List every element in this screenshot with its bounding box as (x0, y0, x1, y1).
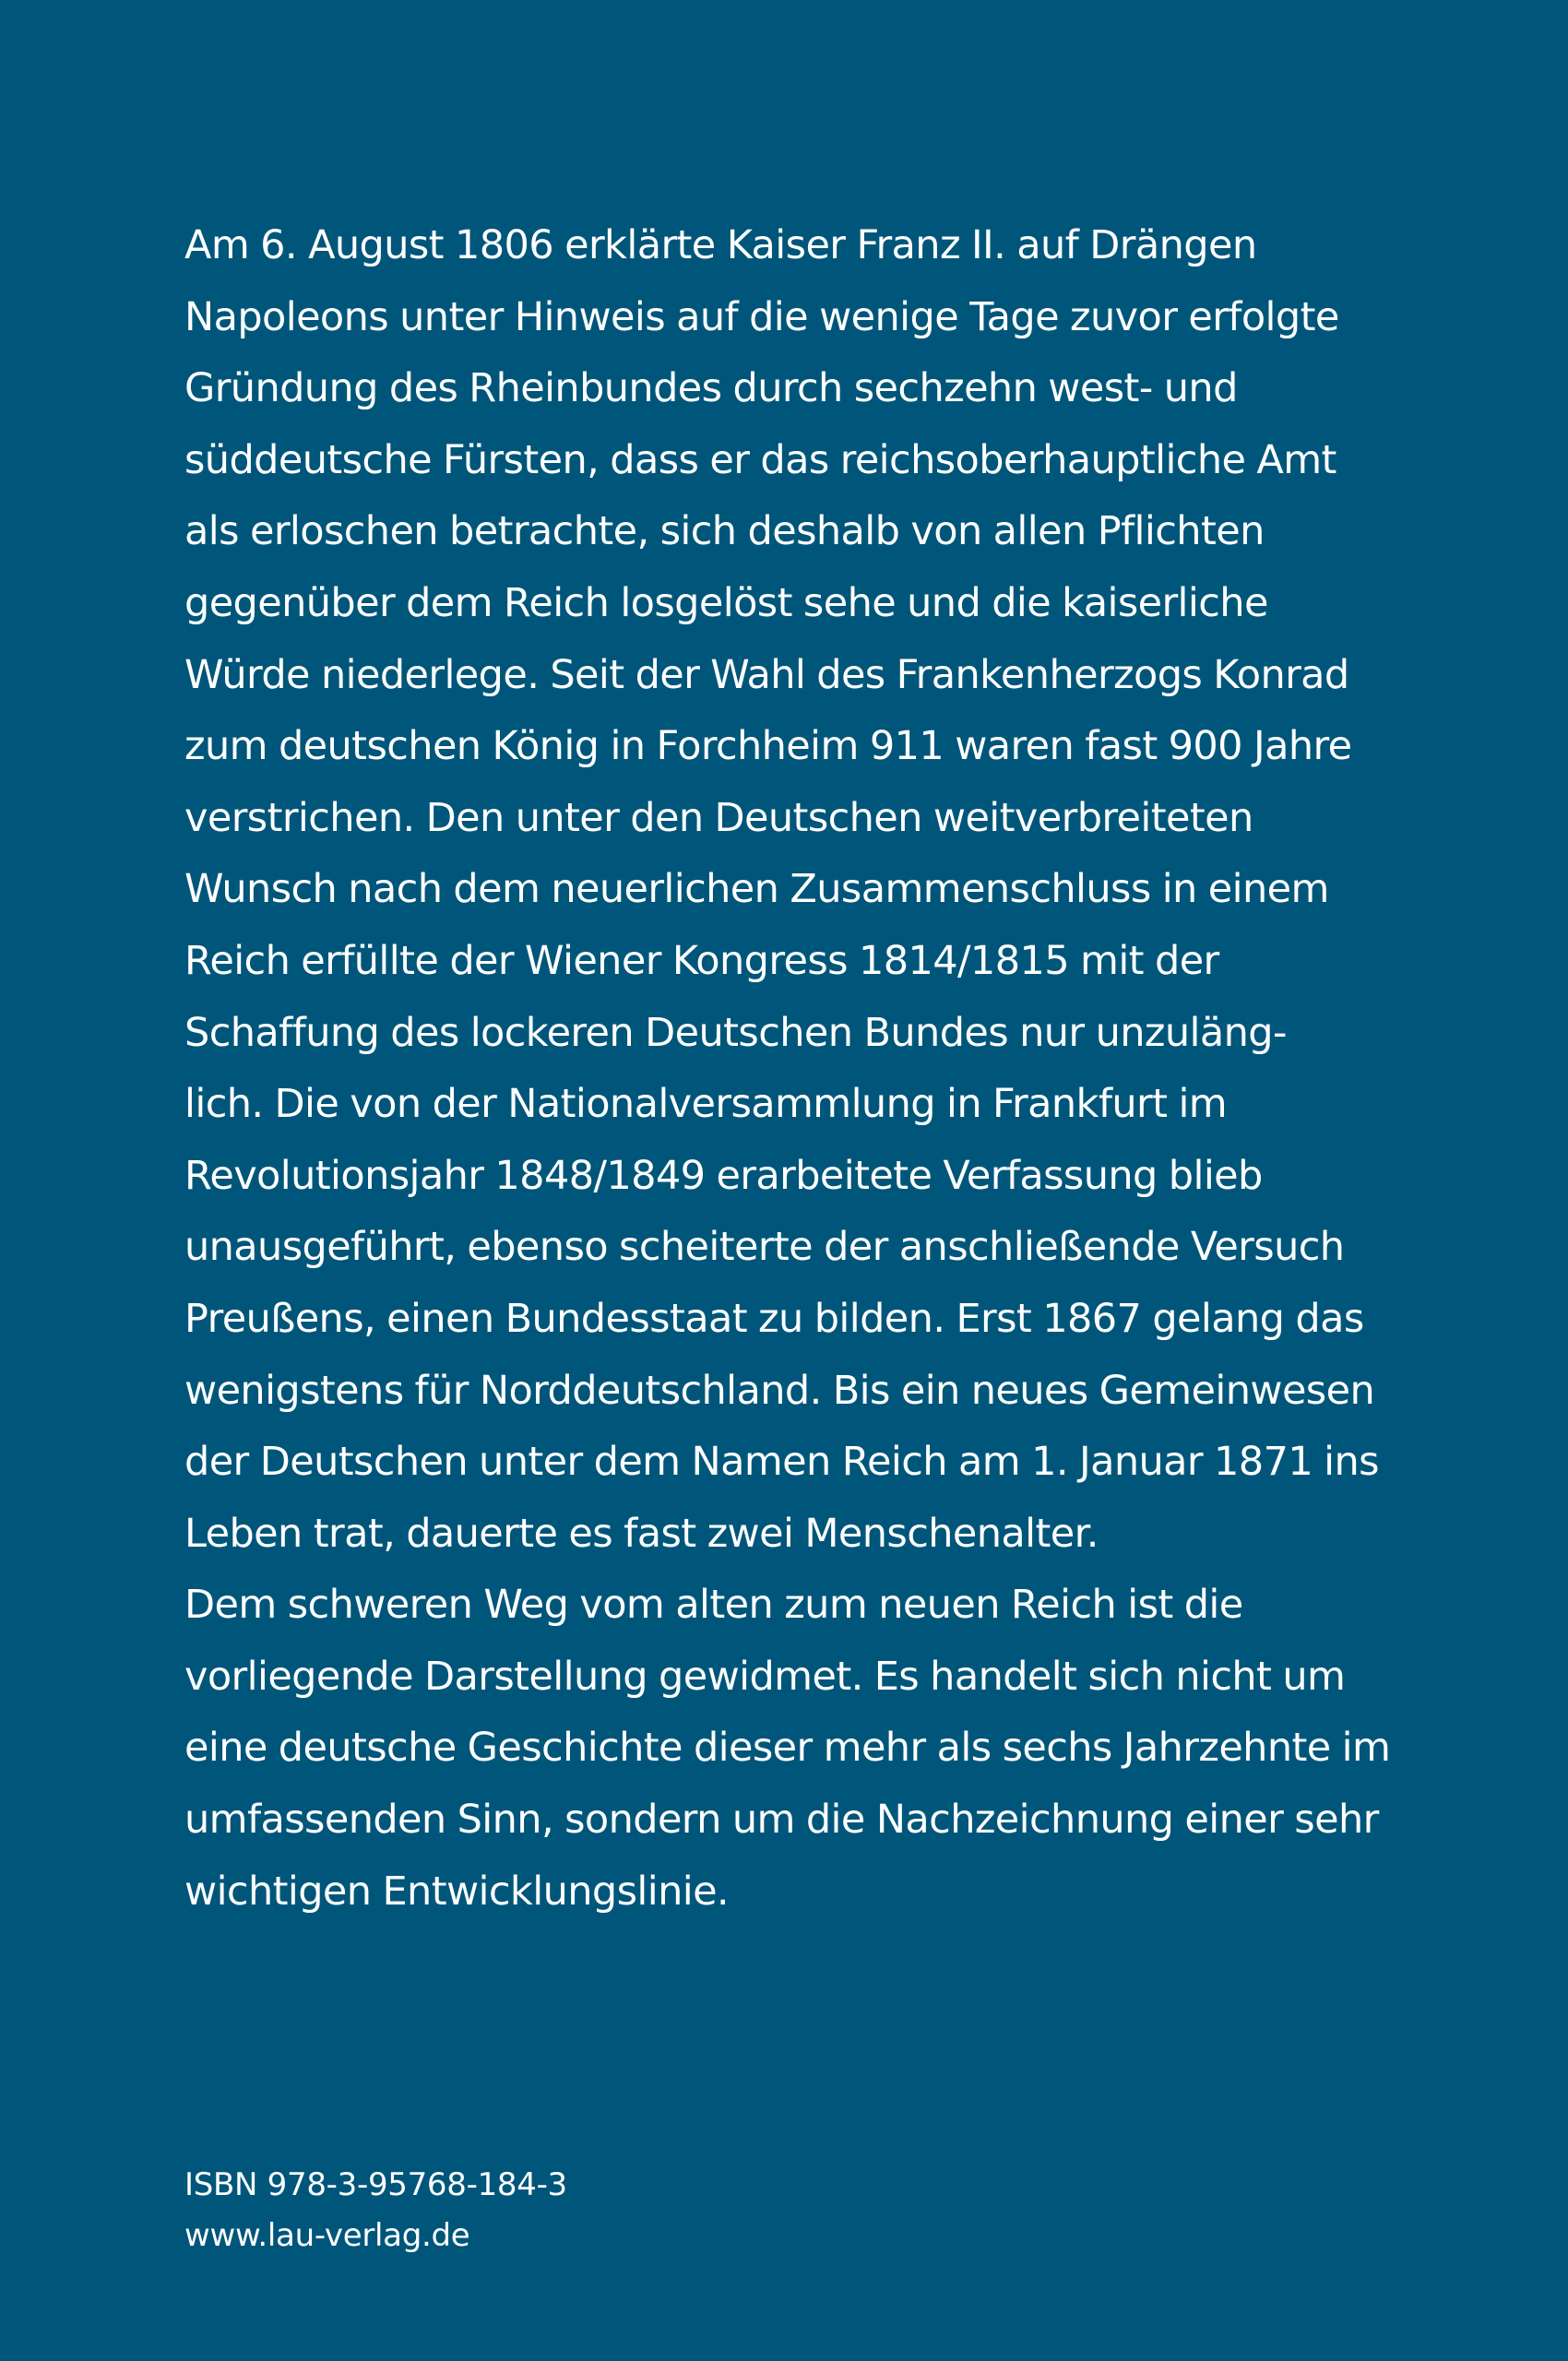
blurb-line: umfassenden Sinn, sondern um die Nachzeichnung einer sehr (184, 1797, 1379, 1844)
blurb-line: Schaffung des lockeren Deutschen Bundes nur unzuläng- (184, 1009, 1287, 1056)
blurb-line: wenigstens für Norddeutschland. Bis ein neues Gemeinwesen (184, 1367, 1375, 1414)
blurb-line: eine deutsche Geschichte dieser mehr als sechs Jahrzehnte im (184, 1725, 1391, 1772)
blurb-line: Reich erfüllte der Wiener Kongress 1814/1815 mit der (184, 937, 1219, 984)
imprint (184, 2160, 567, 2261)
blurb-line: Napoleons unter Hinweis auf die wenige Tage zuvor erfolgte (184, 293, 1339, 340)
blurb-line: Preußens, einen Bundesstaat zu bilden. Erst 1867 gelang das (184, 1295, 1364, 1342)
publisher-website: www.lau-verlag.de (184, 2217, 470, 2254)
blurb-line: Am 6. August 1806 erklärte Kaiser Franz II. auf Drängen (184, 222, 1257, 268)
blurb-line: süddeutsche Fürsten, dass er das reichsoberhauptliche Amt (184, 436, 1336, 483)
blurb-line: vorliegende Darstellung gewidmet. Es handelt sich nicht um (184, 1653, 1346, 1700)
blurb-line: Gründung des Rheinbundes durch sechzehn west- und (184, 365, 1238, 412)
blurb-line: unausgeführt, ebenso scheiterte der anschließende Versuch (184, 1224, 1345, 1271)
blurb-line: wichtigen Entwicklungslinie. (184, 1868, 729, 1915)
isbn-number: ISBN 978-3-95768-184-3 (184, 2166, 567, 2203)
blurb-line: Revolutionsjahr 1848/1849 erarbeitete Verfassung blieb (184, 1152, 1263, 1199)
blurb-line: lich. Die von der Nationalversammlung in Frankfurt im (184, 1081, 1228, 1128)
blurb-line: verstrichen. Den unter den Deutschen weitverbreiteten (184, 794, 1253, 841)
blurb-line: Würde niederlege. Seit der Wahl des Frankenherzogs Konrad (184, 651, 1349, 698)
blurb-line: zum deutschen König in Forchheim 911 waren fast 900 Jahre (184, 723, 1352, 770)
blurb-line: als erloschen betrachte, sich deshalb von allen Pflichten (184, 508, 1265, 555)
blurb-line: Wunsch nach dem neuerlichen Zusammenschluss in einem (184, 866, 1329, 913)
blurb-line: Dem schweren Weg vom alten zum neuen Reich ist die (184, 1582, 1243, 1629)
blurb-line: Leben trat, dauerte es fast zwei Menschenalter. (184, 1510, 1099, 1557)
blurb-line: gegenüber dem Reich losgelöst sehe und die kaiserliche (184, 579, 1268, 626)
blurb-line: der Deutschen unter dem Namen Reich am 1. Januar 1871 ins (184, 1439, 1379, 1486)
blurb-text (184, 210, 1439, 1928)
